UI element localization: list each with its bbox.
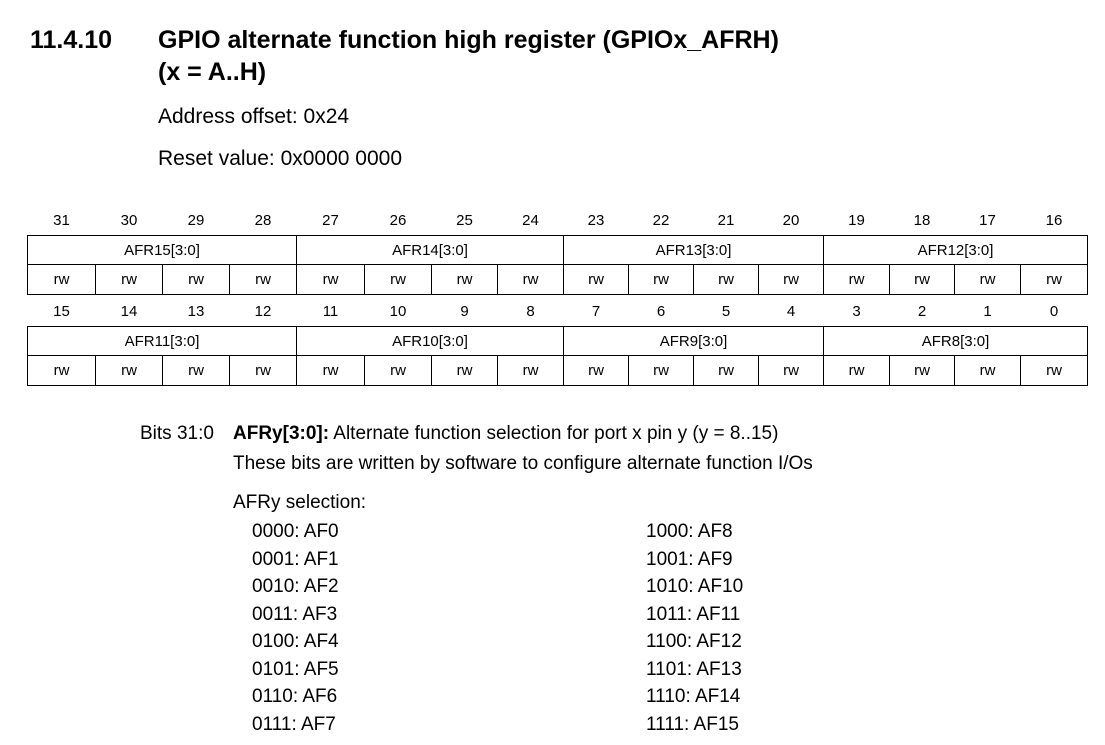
bit-number: 27 [322, 211, 339, 229]
reset-value: Reset value: 0x0000 0000 [158, 147, 403, 170]
bit-number: 5 [721, 302, 731, 320]
bit-number: 25 [456, 211, 473, 229]
field-detail: These bits are written by software to configure alternate function I/Os [233, 453, 813, 474]
selection-item: 0010: AF2 [252, 576, 339, 597]
selection-item: 1101: AF13 [646, 658, 742, 680]
bit-number: 12 [254, 302, 272, 320]
section-title [158, 24, 978, 88]
bit-number: 1 [983, 302, 992, 320]
field-afr13: AFR13[3:0] [564, 236, 824, 265]
selection-list-left [252, 518, 339, 738]
access-cell: rw [432, 265, 498, 295]
selection-item: 1111: AF15 [646, 713, 739, 735]
bit-number: 16 [1045, 211, 1063, 229]
bit-number-row [28, 205, 1088, 236]
bit-number: 10 [389, 302, 407, 320]
bit-number: 18 [913, 211, 931, 229]
selection-item: 1110: AF14 [646, 686, 741, 707]
selection-item: 0001: AF1 [252, 548, 339, 570]
bit-number: 31 [53, 211, 70, 229]
access-cell: rw [365, 356, 432, 386]
access-cell: rw [1021, 265, 1088, 295]
bit-number: 11 [322, 302, 339, 320]
access-cell: rw [1021, 356, 1088, 386]
field-row [28, 236, 1088, 265]
field-afr14: AFR14[3:0] [297, 236, 564, 265]
access-cell: rw [694, 265, 759, 295]
bit-number-row [28, 296, 1088, 327]
access-cell: rw [28, 356, 96, 386]
bit-number: 20 [782, 211, 800, 229]
selection-item: 0011: AF3 [252, 603, 338, 625]
access-cell: rw [824, 356, 890, 386]
access-cell: rw [96, 265, 163, 295]
field-summary: Alternate function selection for port x pin y (y = 8..15) [329, 423, 779, 444]
address-offset: Address offset: 0x24 [158, 105, 350, 128]
access-cell: rw [230, 356, 297, 386]
selection-list-right [646, 518, 743, 738]
section-title-line2: (x = A..H) [158, 58, 267, 86]
bit-number: 24 [522, 211, 539, 229]
register-table-upper [27, 205, 1088, 295]
bit-number: 22 [652, 211, 670, 229]
access-row [28, 356, 1088, 386]
bit-number: 13 [187, 302, 205, 320]
bit-number: 7 [591, 302, 601, 320]
bit-number: 8 [526, 302, 535, 320]
access-cell: rw [629, 265, 694, 295]
access-cell: rw [498, 356, 564, 386]
selection-item: 1001: AF9 [646, 548, 733, 570]
bit-number: 2 [917, 302, 927, 320]
section-number: 11.4.10 [30, 26, 113, 54]
field-afr11: AFR11[3:0] [28, 327, 297, 356]
access-cell: rw [759, 356, 824, 386]
access-cell: rw [96, 356, 163, 386]
access-cell: rw [824, 265, 890, 295]
selection-item: 1010: AF10 [646, 576, 744, 597]
access-cell: rw [890, 265, 955, 295]
access-cell: rw [432, 356, 498, 386]
bit-number: 23 [587, 211, 605, 229]
access-cell: rw [28, 265, 96, 295]
access-cell: rw [498, 265, 564, 295]
selection-heading: AFRy selection: [233, 492, 367, 513]
bit-number: 14 [120, 302, 138, 320]
field-afr9: AFR9[3:0] [564, 327, 824, 356]
access-cell: rw [297, 265, 365, 295]
bit-number: 21 [717, 211, 735, 229]
selection-item: 1011: AF11 [646, 603, 741, 625]
access-cell: rw [564, 265, 629, 295]
access-cell: rw [955, 265, 1021, 295]
bits-range-label: Bits 31:0 [140, 423, 214, 444]
bit-number: 15 [53, 302, 70, 320]
register-table-lower [27, 296, 1088, 386]
access-cell: rw [297, 356, 365, 386]
field-afr10: AFR10[3:0] [297, 327, 564, 356]
field-row [28, 327, 1088, 356]
bit-number: 30 [120, 211, 138, 229]
bit-number: 29 [187, 211, 205, 229]
bit-number: 19 [848, 211, 865, 229]
bit-number: 17 [979, 211, 996, 229]
access-cell: rw [694, 356, 759, 386]
bit-number: 28 [254, 211, 272, 229]
bit-number: 0 [1049, 302, 1059, 320]
selection-item: 0111: AF7 [252, 713, 336, 735]
section-title-line1: GPIO alternate function high register (GPIOx_AFRH) [158, 26, 779, 54]
field-afr15: AFR15[3:0] [28, 236, 297, 265]
access-cell: rw [163, 265, 230, 295]
selection-item: 0100: AF4 [252, 631, 339, 652]
field-afr12: AFR12[3:0] [824, 236, 1088, 265]
access-row [28, 265, 1088, 295]
field-description [233, 422, 778, 446]
selection-item: 0110: AF6 [252, 686, 338, 707]
access-cell: rw [890, 356, 955, 386]
bit-number: 4 [786, 302, 796, 320]
access-cell: rw [365, 265, 432, 295]
bit-number: 26 [389, 211, 407, 229]
bit-number: 6 [656, 302, 666, 320]
access-cell: rw [955, 356, 1021, 386]
bit-number: 9 [460, 302, 469, 320]
access-cell: rw [629, 356, 694, 386]
selection-item: 1100: AF12 [646, 631, 742, 652]
access-cell: rw [759, 265, 824, 295]
selection-item: 1000: AF8 [646, 521, 733, 542]
access-cell: rw [564, 356, 629, 386]
field-afr8: AFR8[3:0] [824, 327, 1088, 356]
field-name: AFRy[3:0]: [233, 423, 330, 444]
selection-item: 0101: AF5 [252, 658, 339, 680]
bit-number: 3 [852, 302, 861, 320]
access-cell: rw [230, 265, 297, 295]
access-cell: rw [163, 356, 230, 386]
selection-item: 0000: AF0 [252, 521, 339, 542]
